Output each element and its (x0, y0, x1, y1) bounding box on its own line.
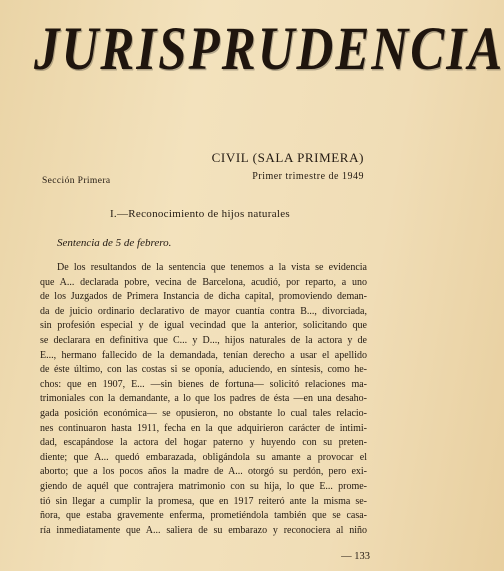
body-line: nes continuaron hasta 1911, fecha en la que adquirieron carácter de intimi- (40, 422, 367, 434)
sentence-date: Sentencia de 5 de febrero. (57, 237, 172, 249)
term-label: Primer trimestre de 1949 (252, 171, 364, 182)
body-line: que A... declarada pobre, vecina de Barcelona, acudió, por reparto, a uno (40, 276, 367, 288)
body-line: da de juicio ordinario declarativo de mayor cuantía contra B..., divorciada, (40, 305, 367, 317)
body-line: de éste último, con las costas si se oponía, aduciendo, en síntesis, como he- (40, 364, 367, 376)
body-line: tió sin llegar a cumplir la promesa, que en 1917 reiteró ante la misma se- (40, 495, 367, 507)
body-line: chos: que en 1907, E... —sin bienes de fortuna— solicitó relaciones ma- (40, 378, 367, 390)
body-line: gada posición económica— se opusieron, no obstante lo cual tales relacio- (40, 407, 367, 419)
body-line: trimoniales con la demandante, a lo que los padres de ésta —en una desaho- (40, 393, 367, 405)
chamber-block (212, 150, 364, 184)
body-line: diente; que A... quedó embarazada, obligándola su amante a provocar el (40, 451, 367, 463)
body-line: dad, escapándose la actora del hogar paterno y huyendo con su preten- (40, 437, 367, 449)
page-number: — 133 (341, 551, 370, 562)
chamber-title: CIVIL (SALA PRIMERA) (211, 150, 364, 165)
body-line: se declarara en definitiva que C... y D..., hijos naturales de la actora y de (40, 334, 367, 346)
section-label: Sección Primera (42, 176, 111, 186)
body-line: giendo de aquél que contrajera matrimonio con su hija, lo que E... prome- (40, 480, 367, 492)
article-body (40, 261, 367, 538)
body-line: de los Juzgados de Primera Instancia de dicha capital, promoviendo deman- (40, 291, 367, 303)
body-line: ñora, que estaba gravemente enferma, prometiéndola también que se casa- (40, 510, 367, 522)
body-line: E..., hermano fallecido de la demandada, tenían derecho a usar el apellido (40, 349, 367, 361)
body-line: sin profesión especial y de igual vecindad que la anterior, solicitando que (40, 320, 367, 332)
article-heading: I.—Reconocimiento de hijos naturales (109, 208, 291, 220)
body-line: ría inmediatamente que A... saliera de su embarazo y reconociera al niño (40, 524, 367, 536)
body-line: aborto; que a los pocos años la madre de A... otorgó su perdón, pero exi- (40, 466, 367, 478)
body-line: De los resultandos de la sentencia que tenemos a la vista se evidencia (57, 262, 367, 273)
masthead-title: JURISPRUDENCIA (34, 16, 504, 84)
